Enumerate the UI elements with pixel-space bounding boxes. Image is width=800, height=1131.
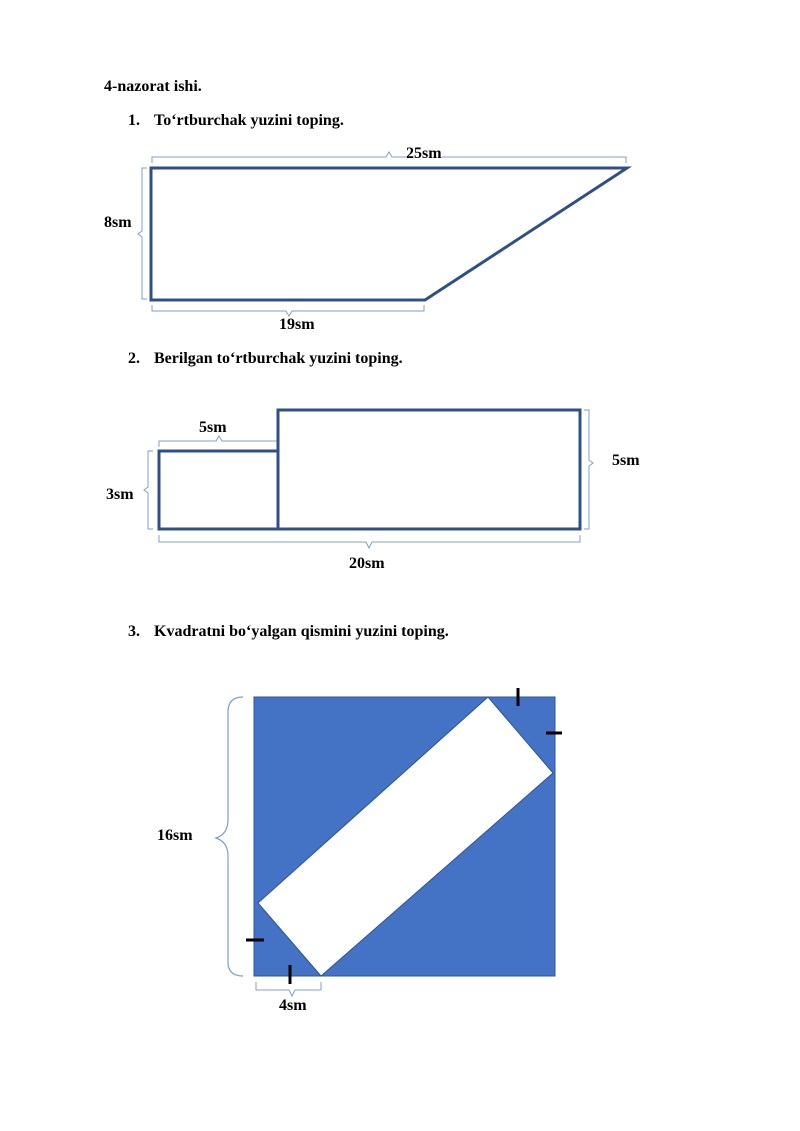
label-bottom-19sm: 19sm	[279, 316, 315, 333]
label-top-25sm: 25sm	[406, 145, 442, 162]
label-small-top-5sm: 5sm	[199, 419, 227, 436]
dimension-bracket-bottom	[256, 982, 321, 996]
problem-2-number: 2.	[128, 350, 140, 367]
dimension-brace-left	[216, 697, 243, 976]
label-bottom-4sm: 4sm	[279, 997, 307, 1014]
document-heading: 4-nazorat ishi.	[104, 78, 202, 95]
label-bottom-20sm: 20sm	[349, 555, 385, 572]
label-left-8sm: 8sm	[104, 214, 132, 231]
problem-3-number: 3.	[128, 623, 140, 640]
problem-2-text: Berilgan to‘rtburchak yuzini toping.	[154, 350, 403, 367]
problem-1-number: 1.	[128, 112, 140, 129]
label-small-left-3sm: 3sm	[106, 486, 134, 503]
problem-1-text: To‘rtburchak yuzini toping.	[154, 112, 344, 129]
label-big-right-5sm: 5sm	[612, 452, 640, 469]
label-left-16sm: 16sm	[157, 827, 193, 844]
problem-3-text: Kvadratni bo‘yalgan qismini yuzini toping.	[154, 623, 449, 640]
